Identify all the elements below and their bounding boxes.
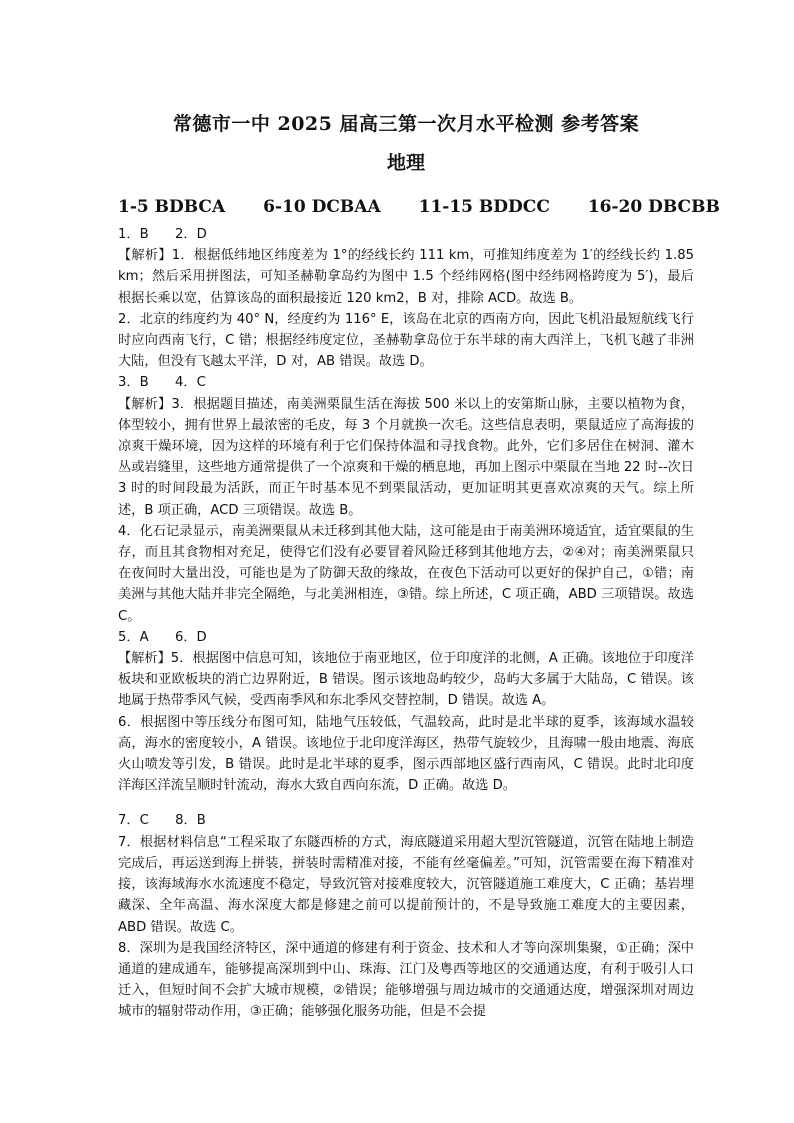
explanation-paragraph: 【解析】5．根据图中信息可知，该地位于南亚地区，位于印度洋的北侧，A 正确。该地位于印度洋板块和亚欧板块的消亡边界附近，B 错误。图示该地岛屿较少，岛屿大多属于大陆岛，C 错误。该地属于热带季风气候，受西南季风和东北季风交替控制，D 错误。故选 A。 [118, 651, 694, 709]
explanation-paragraph: 7．根据材料信息“工程采取了东隧西桥的方式，海底隧道采用超大型沉管隧道，沉管在陆地上制造完成后，再运送到海上拼装，拼装时需精准对接，不能有丝毫偏差。”可知，沉管需要在海下精准对接，该海域海水水流速度不稳定，导致沉管对接难度较大，沉管隧道施工难度大，C 正确；基岩埋藏深、全年高温、海水深度大都是修建之前可以提前预计的，不是导致施工难度大的主要因素，ABD 错误。故选 C。 [118, 834, 694, 935]
answer-line: 1．B 2．D [118, 227, 207, 242]
answer-group: 1-5 BDBCA [118, 197, 226, 217]
answer-summary [118, 192, 720, 222]
explanation-paragraph: 【解析】3．根据题目描述，南美洲栗鼠生活在海拔 500 米以上的安第斯山脉，主要以植物为食，体型较小，拥有世界上最浓密的毛皮，每 3 个月就换一次毛。这些信息表明，栗鼠适应了高海拔的凉爽干燥环境，因为这样的环境有利于它们保持体温和寻找食物。此外，它们多居住在树洞、灌木丛或岩缝里，这些地方通常提供了一个凉爽和干燥的栖息地，再加上图示中栗鼠在当地 22 时--次日 3 时的时间段最为活跃，而正午时基本见不到栗鼠活动，更加证明其更喜欢凉爽的天气。综上所述，B 项正确，ACD 三项错误。故选 B。 [118, 396, 694, 518]
explanation-paragraph: 4．化石记录显示，南美洲栗鼠从未迁移到其他大陆，这可能是由于南美洲环境适宜，适宜栗鼠的生存，而且其食物相对充足，使得它们没有必要冒着风险迁移到其他地方去，②④对；南美洲栗鼠只在夜间时大量出没，可能也是为了防御天敌的缘故，在夜色下活动可以更好的保护自己，①错；南美洲与其他大陆并非完全隔绝，与北美洲相连，③错。综上所述，C 项正确，ABD 三项错误。故选 C。 [118, 523, 694, 624]
answer-group: 16-20 DBCBB [587, 197, 720, 217]
answer-group: 6-10 DCBAA [263, 197, 381, 217]
explanation-paragraph: 【解析】1．根据低纬地区纬度差为 1°的经线长约 111 km，可推知纬度差为 1′的经线长约 1.85 km；然后采用拼图法，可知圣赫勒拿岛约为图中 1.5 个经纬网格(图中经纬网格跨度为 5′)，最后根据长乘以宽，估算该岛的面积最接近 120 km2，B 对，排除 ACD。故选 B。 [118, 248, 694, 306]
page-title: 常德市一中 2025 届高三第一次月水平检测 参考答案 [172, 113, 640, 135]
explanation-paragraph: 6．根据图中等压线分布图可知，陆地气压较低，气温较高，此时是北半球的夏季，该海域水温较高，海水的密度较小，A 错误。该地位于北印度洋海区，热带气旋较少，且海啸一般由地震、海底火山喷发等引发，B 错误。此时是北半球的夏季，图示西部地区盛行西南风，C 错误。此时北印度洋海区洋流呈顺时针流动，海水大致自西向东流，D 正确。故选 D。 [118, 714, 694, 794]
explanation-paragraph: 8．深圳为是我国经济特区，深中通道的修建有利于资金、技术和人才等向深圳集聚，①正确；深中通道的建成通车，能够提高深圳到中山、珠海、江门及粤西等地区的交通通达度，有利于吸引人口迁入，但短时间不会扩大城市规模，②错误；能够增强与周边城市的交通通达度，增强深圳对周边城市的辐射带动作用，③正确；能够强化服务功能，但是不会提 [118, 940, 694, 1020]
explanation-paragraph: 2．北京的纬度约为 40° N，经度约为 116° E，该岛在北京的西南方向，因此飞机沿最短航线飞行时应向西南飞行，C 错；根据经纬度定位，圣赫勒拿岛位于东半球的南大西洋上，飞机飞越了非洲大陆，但没有飞越太平洋，D 对，AB 错误。故选 D。 [118, 311, 694, 370]
answer-line: 7．C 8．B [118, 813, 206, 829]
explanation-body [118, 224, 694, 1023]
subject-title: 地理 [386, 152, 425, 174]
answer-group: 11-15 BDDCC [418, 197, 550, 217]
answer-line: 5．A 6．D [118, 629, 207, 645]
blank-line [118, 796, 694, 810]
answer-line: 3．B 4．C [118, 375, 206, 391]
